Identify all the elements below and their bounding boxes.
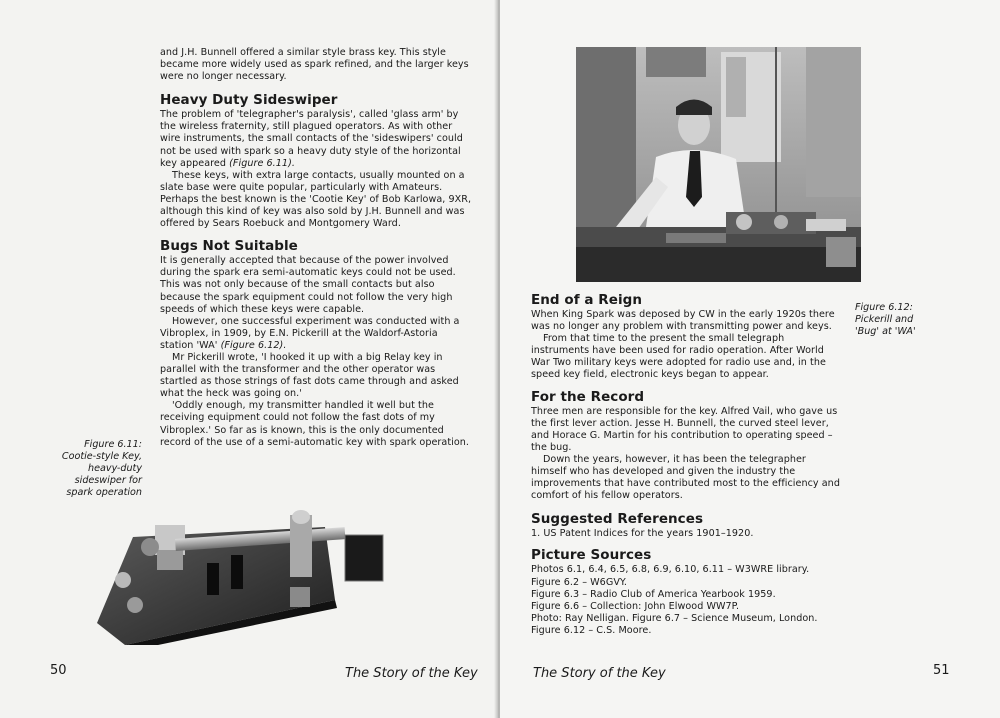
right-text-column xyxy=(531,292,843,637)
left-page-number: 50 xyxy=(50,663,67,678)
reference-us-patent: 1. US Patent Indices for the years 1901–1920. xyxy=(531,528,754,540)
right-running-footer: The Story of the Key xyxy=(533,666,666,681)
heading-picture-sources: Picture Sources xyxy=(531,547,652,564)
source-line: Figure 6.6 – Collection: John Elwood WW7P. xyxy=(531,600,740,612)
heading-suggested-references: Suggested References xyxy=(531,511,704,528)
source-line: Photo: Ray Nelligan. Figure 6.7 – Science Museum, London. xyxy=(531,612,818,624)
paragraph-cootie-key: These keys, with extra large contacts, usually mounted on a slate base were quite popular, particularly with Amateurs. Perhaps the best known is the 'Cootie Key' of Bob Karlowa, 9XR, although this kind of key was also sold by J.H. Bunnell and was offered by Sears Roebuck and Montgomery Ward. xyxy=(160,169,472,230)
cootie-key-photo xyxy=(95,505,390,645)
paragraph-vibroplex-experiment: However, one successful experiment was conducted with a Vibroplex, in 1909, by E.N. Pickerill at the Waldorf-Astoria station 'WA' (Figure 6.12). xyxy=(160,315,460,351)
heading-heavy-duty-sideswiper: Heavy Duty Sideswiper xyxy=(160,92,338,109)
source-line: Photos 6.1, 6.4, 6.5, 6.8, 6.9, 6.10, 6.11 – W3WRE library. xyxy=(531,564,810,576)
pickerill-photo xyxy=(576,47,861,282)
caption-figure-6-12: Figure 6.12: Pickerill and 'Bug' at 'WA' xyxy=(855,302,916,337)
source-line: Figure 6.3 – Radio Club of America Yearbook 1959. xyxy=(531,588,776,600)
left-text-column xyxy=(160,47,472,449)
paragraph-oddly-enough: 'Oddly enough, my transmitter handled it well but the receiving equipment could not follow the fast dots of my Vibroplex.' So far as is known, this is the only documented record of the use of a semi-automatic key with spark operation. xyxy=(160,400,470,448)
paragraph-king-spark: When King Spark was deposed by CW in the early 1920s there was no longer any problem with transmitting power and keys. xyxy=(531,309,835,333)
source-line: Figure 6.12 – C.S. Moore. xyxy=(531,624,652,636)
paragraph-down-the-years: Down the years, however, it has been the telegrapher himself who has developed and given the industry the improvements that have contributed most to the efficiency and comfort of his fellow operators. xyxy=(531,453,840,502)
heading-for-the-record: For the Record xyxy=(531,388,645,405)
paragraph-semi-automatic: It is generally accepted that because of the power involved during the spark era semi-automatic keys could not be used. This was not only because of the small contacts but also because the spark equipment could not follow the very high speeds of which these keys were capable. xyxy=(160,255,456,315)
caption-figure-6-11: Figure 6.11: Cootie-style Key, heavy-duty sideswiper for spark operation xyxy=(61,439,142,498)
paragraph-three-men: Three men are responsible for the key. Alfred Vail, who gave us the first lever action. Jesse H. Bunnell, the curved steel lever, and Horace G. Martin for his contribution to operating speed – the bug. xyxy=(531,405,838,453)
source-line: Figure 6.2 – W6GVY. xyxy=(531,576,627,588)
right-page xyxy=(500,0,1000,718)
heading-end-of-a-reign: End of a Reign xyxy=(531,292,643,308)
left-page xyxy=(0,0,497,718)
paragraph-military-keys: From that time to the present the small telegraph instruments have been used for radio operation. After World War Two military keys were adopted for radio use and, in the speed key field, electronic keys began to appear. xyxy=(531,333,826,381)
right-page-number: 51 xyxy=(933,663,950,678)
heading-bugs-not-suitable: Bugs Not Suitable xyxy=(160,238,298,255)
paragraph-pickerill-quote: Mr Pickerill wrote, 'I hooked it up with a big Relay key in parallel with the transformer and the other operator was startled as those strings of fast dots came through and asked what the heck was going on.' xyxy=(160,351,459,400)
paragraph-glass-arm: The problem of 'telegrapher's paralysis', called 'glass arm' by the wireless fraternity, still plagued operators. As with other wire instruments, the small contacts of the 'sideswipers' could not be used with spark so a heavy duty style of the horizontal key appeared (Figure 6.11). xyxy=(160,109,463,169)
left-running-footer: The Story of the Key xyxy=(345,666,478,681)
figure-ref-6-11: (Figure 6.11). xyxy=(229,157,295,169)
intro-paragraph: and J.H. Bunnell offered a similar style brass key. This style became more widely used as spark refined, and the larger keys were no longer necessary. xyxy=(160,47,469,83)
figure-ref-6-12: (Figure 6.12). xyxy=(220,339,287,351)
